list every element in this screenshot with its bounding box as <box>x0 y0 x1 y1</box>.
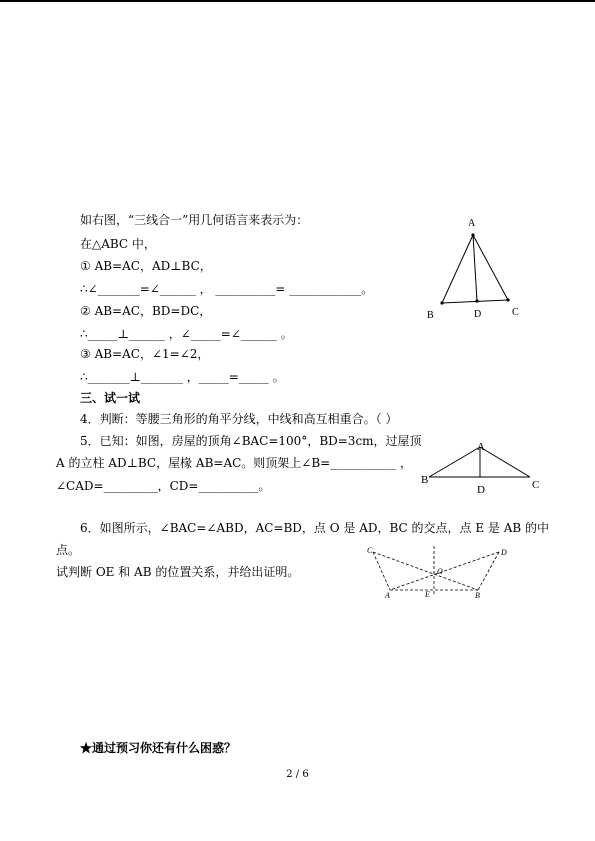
question-6-line-1: 6．如图所示，∠BAC=∠ABD，AC=BD，点 O 是 AD，BC 的交点，点 E 是 AB 的中 <box>80 521 550 535</box>
point-d <box>475 299 478 302</box>
segment-ad <box>473 235 477 301</box>
segment-ca <box>373 552 390 590</box>
segment-db <box>478 552 499 590</box>
segment-cb <box>373 552 478 590</box>
fig3-label-d: D <box>501 548 507 557</box>
fig3-label-b: B <box>475 591 480 600</box>
condition-2: ② AB=AC，BD=DC， <box>80 304 212 318</box>
condition-3: ③ AB=AC，∠1=∠2， <box>80 347 210 361</box>
figure-triangle-abc <box>420 212 530 322</box>
label-c: C <box>512 307 519 318</box>
fig3-label-a: A <box>385 591 390 600</box>
question-6-line-2: 点。 <box>56 543 81 557</box>
question-6-line-3: 试判断 OE 和 AB 的位置关系，并给出证明。 <box>56 565 300 579</box>
side-bc <box>442 300 508 303</box>
section-heading: 三、试一试 <box>80 391 141 405</box>
question-4: 4．判断：等腰三角形的角平分线，中线和高互相重合。（ ） <box>80 412 398 426</box>
figure-roof <box>420 437 550 497</box>
roof-left <box>429 447 480 477</box>
point-a <box>471 233 474 236</box>
label-d: D <box>474 309 482 320</box>
conclusion-1: ∴∠_______=∠______ ， __________= ____________。 <box>80 282 374 296</box>
question-5-line-1: 5．已知：如图，房屋的顶角∠BAC=100°，BD=3cm，过屋顶 <box>80 434 422 448</box>
roof-label-b: B <box>421 474 429 486</box>
conclusion-2: ∴_____⊥______ ，∠_____=∠______ 。 <box>80 327 293 341</box>
point-c <box>506 298 509 301</box>
roof-label-c: C <box>532 479 540 491</box>
fig3-label-e: E <box>425 590 430 599</box>
conclusion-3: ∴_______⊥_______ ，_____=_____ 。 <box>80 370 285 384</box>
label-b: B <box>427 310 434 321</box>
label-a: A <box>468 218 476 229</box>
condition-1: ① AB=AC，AD⊥BC， <box>80 259 212 273</box>
question-5-line-3: ∠CAD=_________，CD=__________。 <box>56 479 271 493</box>
point-b <box>440 301 443 304</box>
in-triangle-line: 在△ABC 中， <box>80 237 156 251</box>
reflection-prompt: ★通过预习你还有什么困惑？ <box>80 741 237 755</box>
header-rule <box>0 0 595 2</box>
intro-line: 如右图，“三线合一”用几何语言来表示为： <box>80 213 309 227</box>
roof-right <box>480 447 530 477</box>
fig3-label-o: O <box>437 567 443 576</box>
side-ac <box>473 235 508 300</box>
figure-oe-ab <box>363 544 513 602</box>
roof-label-a: A <box>477 441 485 453</box>
segment-da <box>390 552 499 590</box>
fig3-label-c: C <box>367 546 373 555</box>
side-ab <box>442 235 473 303</box>
roof-label-d: D <box>477 484 485 496</box>
page-number: 2 / 6 <box>286 769 309 780</box>
question-5-line-2: A 的立柱 AD⊥BC，屋椽 AB=AC。则顶架上∠B=___________ ， <box>56 456 413 470</box>
